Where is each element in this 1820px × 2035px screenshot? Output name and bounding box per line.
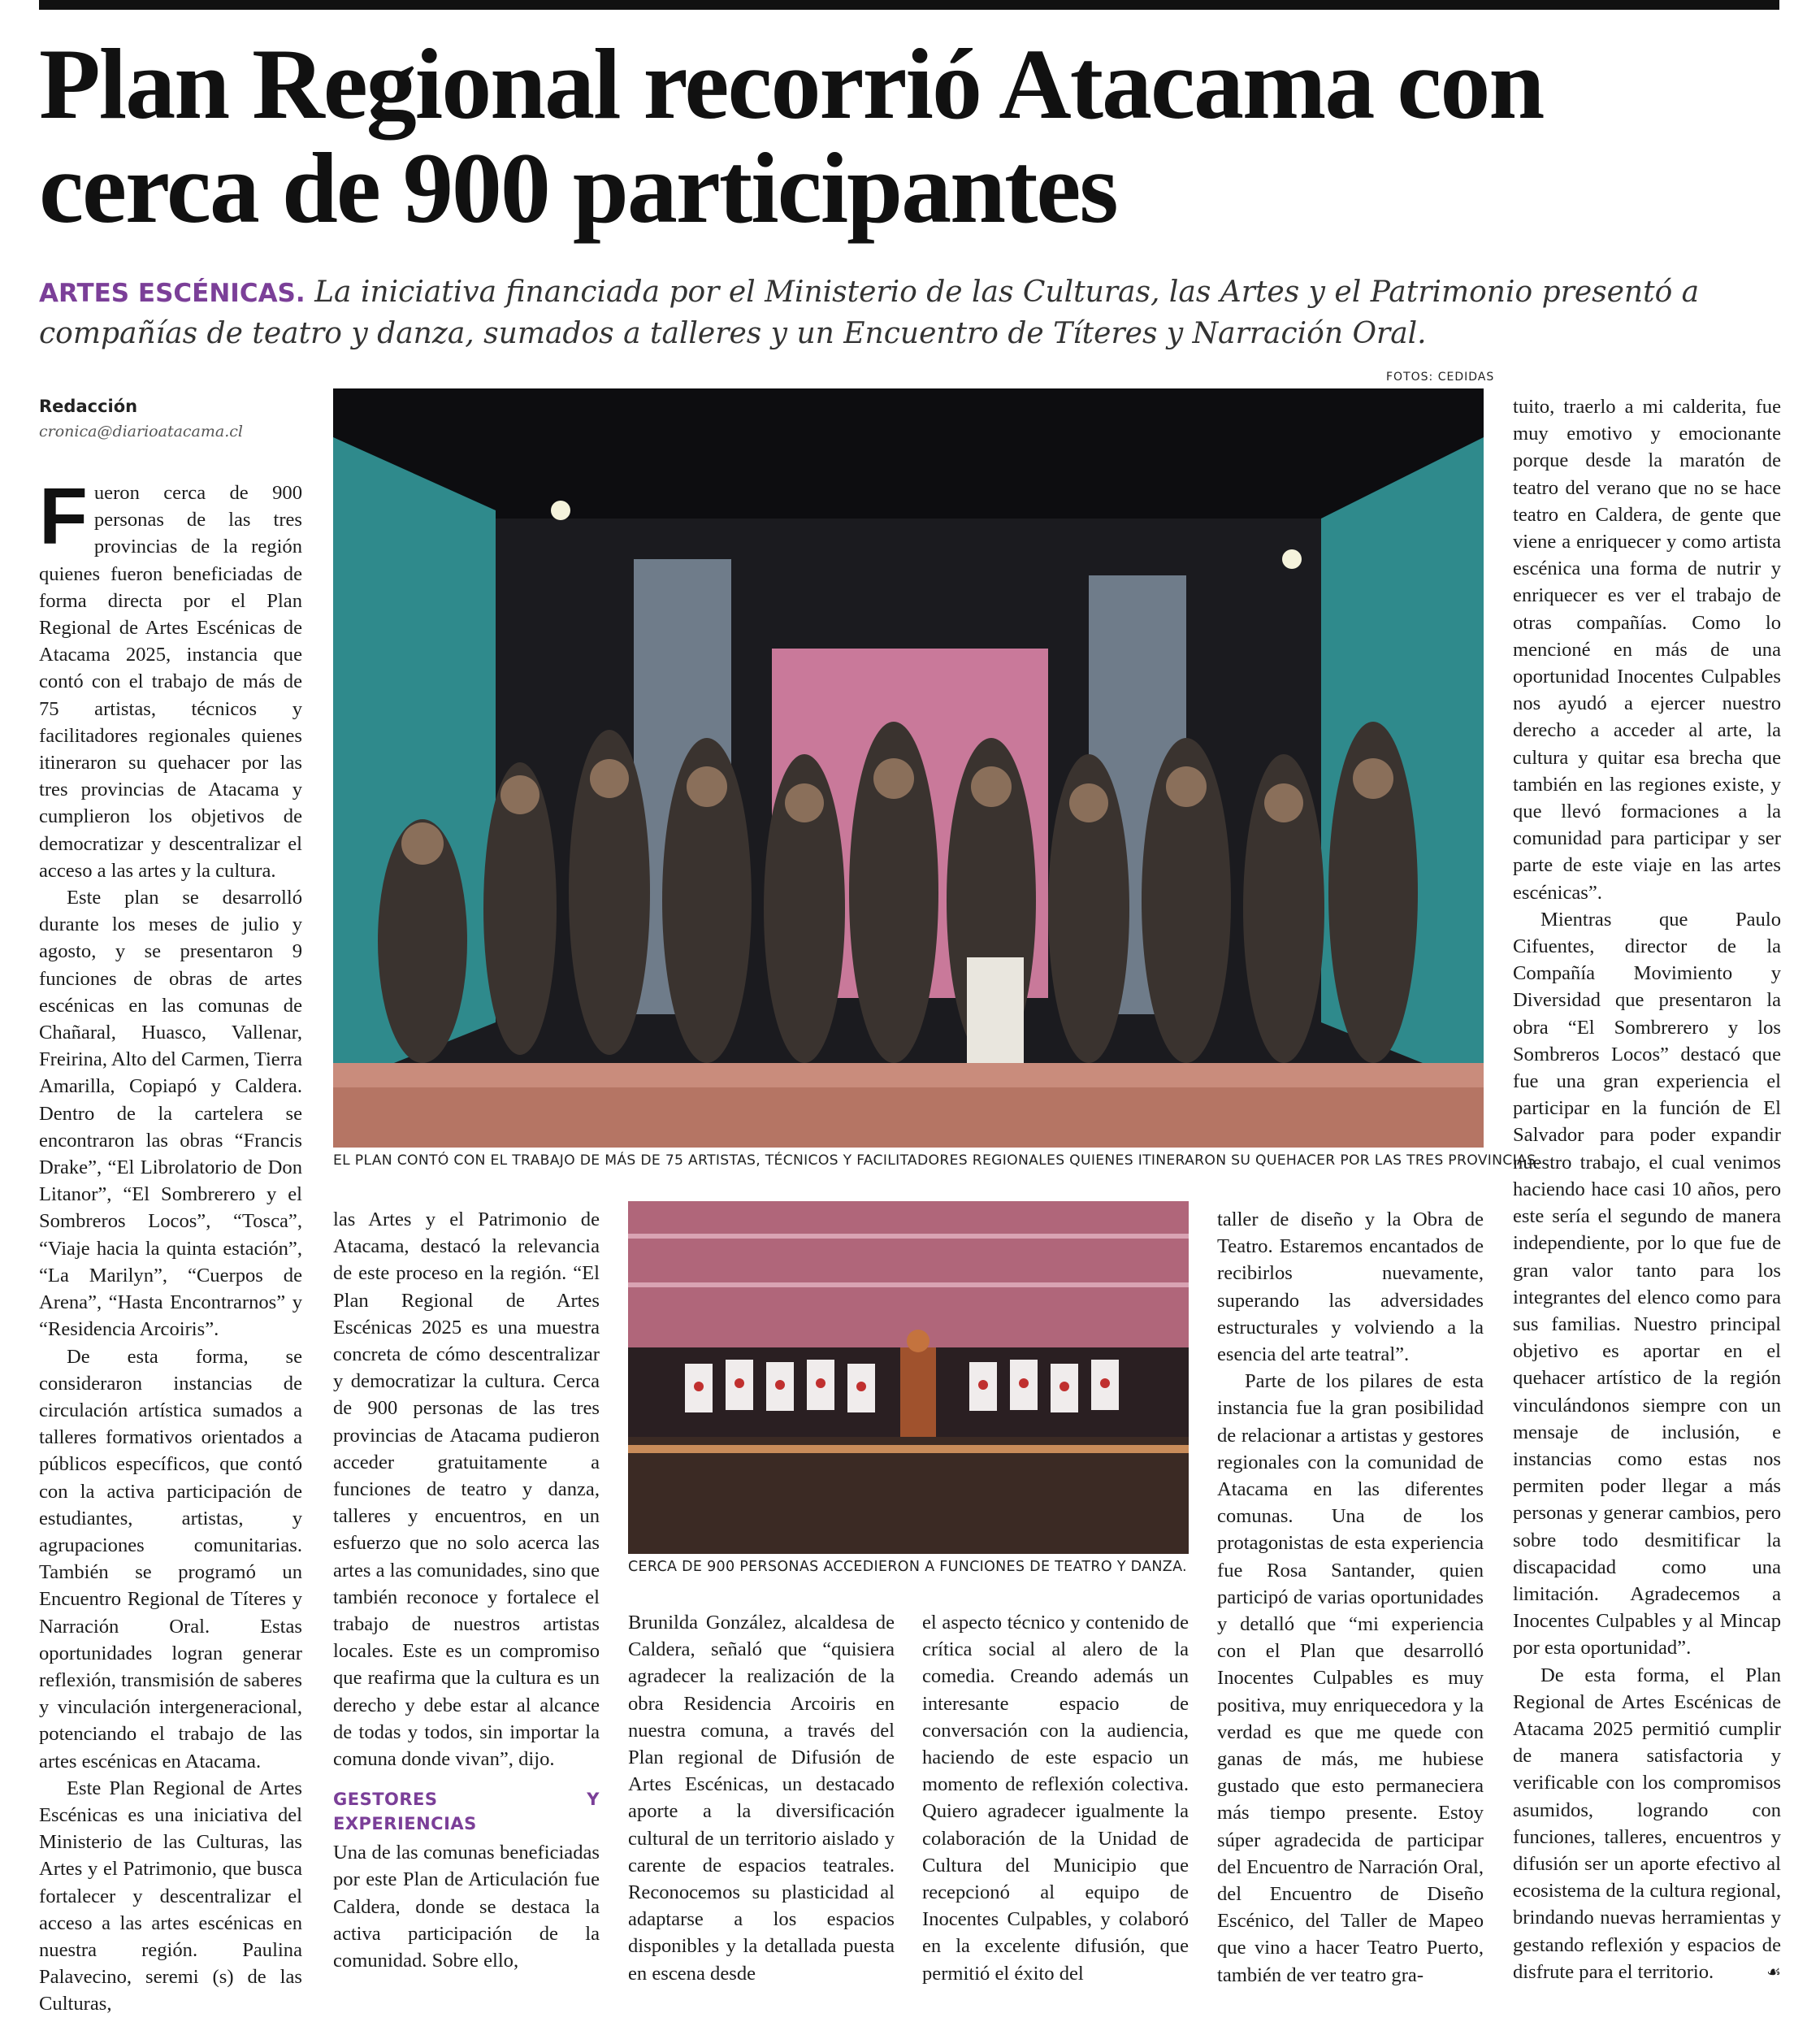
deck-text: La iniciativa financiada por el Ministerio de las Culturas, las Artes y el Patrimonio presentó a compañías de teatro y danza, sumados a talleres y un Encuentro de Títeres y Narración Oral.: [39, 276, 1700, 350]
body-paragraph: tuito, traerlo a mi calderita, fue muy emotivo y emocionante porque desde la maratón de teatro del verano que no se hace teatro en Caldera, de gente que viene a enriquecer y como artista escénica una forma de nutrir y enriquecer es ver el trabajo de otras compañías. Como lo mencioné en más de una oportunidad Inocentes Culpables nos ayudó a ejercer nuestro derecho a acceder al arte, la cultura y quitar esa brecha que también en las regiones existe, y que llevó formaciones a la comunidad para participar y ser parte de este viaje en las artes escénicas”.: [1513, 396, 1781, 904]
byline-name: Redacción: [39, 397, 138, 416]
byline: [39, 397, 307, 440]
byline-email: cronica@diarioatacama.cl: [39, 423, 243, 440]
second-photo-caption: CERCA DE 900 PERSONAS ACCEDIERON A FUNCIONES DE TEATRO Y DANZA.: [628, 1559, 1187, 1575]
body-paragraph: [1513, 1662, 1781, 1985]
body-paragraph: Este plan se desarrolló durante los meses de julio y agosto, y se presentaron 9 funciones de obras de artes escénicas en las comunas de Chañaral, Huasco, Vallenar, Freirina, Alto del Carmen, Tierra Amarilla, Copiapó y Caldera. Dentro de la cartelera se encontraron las obras “Francis Drake”, “El Librolatorio de Don Litanor”, “El Sombrerero y el Sombreros Locos”, “Tosca”, “Viaje hacia la quinta estación”, “La Marilyn”, “Cuerpos de Arena”, “Hasta Encontrarnos” y “Residencia Arcoiris”.: [39, 887, 302, 1341]
photo-credit: FOTOS: CEDIDAS: [1386, 371, 1495, 384]
body-paragraph: Brunilda González, alcaldesa de Caldera, señaló que “quisiera agradecer la realización de la obra Residencia Arcoiris en nuestra comuna, a través del Plan regional de Difusión de Artes Escénicas, un destacado aporte a la diversificación cultural de un territorio aislado y carente de espacios teatrales. Reconocemos su plasticidad al adaptarse a los espacios disponibles y la detallada puesta en escena desde: [628, 1612, 895, 1985]
body-column-6: [1513, 393, 1781, 1985]
body-paragraph: De esta forma, se consideraron instancias de circulación artística sumados a talleres formativos orientados a públicos específicos, que contó con la activa participación de estudiantes, artistas, y agrupaciones comunitarias. También se programó un Encuentro Regional de Títeres y Narración Oral. Estas oportunidades logran generar reflexión, transmisión de saberes y vinculación intergeneracional, potenciando el trabajo de las artes escénicas en Atacama.: [39, 1345, 302, 1772]
body-paragraph: Una de las comunas beneficiadas por este Plan de Articulación fue Caldera, donde se destaca la activa participación de la comunidad. Sobre ello,: [333, 1842, 600, 1972]
body-column-3: [628, 1609, 895, 1987]
paragraph-text: ueron cerca de 900 personas de las tres provincias de la región quienes fueron beneficiadas de forma directa por el Plan Regional de Artes Escénicas de Atacama 2025, instancia que contó con el trabajo de más de 75 artistas, técnicos y facilitadores regionales quienes itineraron su quehacer por las tres provincias de Atacama y cumplieron los objetivos de democratizar y descentralizar el acceso a las artes y la cultura.: [39, 482, 302, 882]
end-ornament-icon: ☙: [1766, 1961, 1781, 1981]
body-column-1: [39, 471, 302, 2018]
headline-line-1: Plan Regional recorrió Atacama con: [39, 28, 1544, 140]
body-column-5: [1217, 1206, 1484, 1989]
section-subhead: GESTORES Y EXPERIENCIAS: [333, 1790, 600, 1834]
dance-performance-image: [628, 1201, 1189, 1554]
main-photo: [333, 388, 1484, 1148]
body-paragraph: Mientras que Paulo Cifuentes, director de la Compañía Movimiento y Diversidad que presentaron la obra “El Sombrerero y los Sombreros Locos” destacó que fue una gran experiencia el participar en la función de El Salvador para poder expandir nuestro trabajo, el cual venimos haciendo hace casi 10 años, pero este sería el segundo de manera independiente, por lo que fue de gran valor tanto para los integrantes del elenco como para sus familias. Nuestro principal objetivo es aportar en el quehacer artístico de la región vinculándonos siempre con un mensaje de inclusión, e instancias como estas nos permiten poder llegar a más personas y generar cambios, pero sobre todo desmitificar la discapacidad como una limitación. Agradecemos a Inocentes Culpables y al Mincap por esta oportunidad”.: [1513, 908, 1781, 1660]
drop-cap: F: [39, 471, 88, 561]
headline: [39, 28, 1786, 244]
deck-kicker: ARTES ESCÉNICAS.: [39, 279, 306, 308]
main-photo-caption: EL PLAN CONTÓ CON EL TRABAJO DE MÁS DE 75 ARTISTAS, TÉCNICOS Y FACILITADORES REGIONALES QUIENES ITINERARON SU QUEHACER POR LAS TRES PROVINCIAS.: [333, 1152, 1541, 1169]
headline-line-2: cerca de 900 participantes: [39, 132, 1117, 244]
stage-group-photo-image: [333, 388, 1484, 1148]
body-paragraph: [39, 471, 302, 884]
body-paragraph: Este Plan Regional de Artes Escénicas es una iniciativa del Ministerio de las Culturas, las Artes y el Patrimonio, que busca fortalecer y descentralizar el acceso a las artes escénicas en nuestra región. Paulina Palavecino, seremi (s) de las Culturas,: [39, 1777, 302, 2015]
paragraph-text: De esta forma, el Plan Regional de Artes Escénicas de Atacama 2025 permitió cumplir de manera satisfactoria y verificable con los compromisos asumidos, logrando con funciones, talleres, encuentros y difusión ser un aporte efectivo al ecosistema de la cultura regional, brindando nuevas herramientas y gestando reflexión y espacios de disfrute para el territorio.: [1513, 1664, 1781, 1983]
body-paragraph: taller de diseño y la Obra de Teatro. Estaremos encantados de recibirlos nuevamente, superando las adversidades estructurales y volviendo a la esencia del arte teatral”.: [1217, 1208, 1484, 1366]
body-paragraph: el aspecto técnico y contenido de crítica social al alero de la comedia. Creando además un interesante espacio de conversación con la audiencia, haciendo de este espacio un momento de reflexión colectiva. Quiero agradecer igualmente la colaboración de la Unidad de Cultura del Municipio que recepcionó al equipo de Inocentes Culpables, y colaboró en la excelente difusión, que permitió el éxito del: [922, 1612, 1189, 1985]
body-column-2: [333, 1206, 600, 1974]
body-column-4: [922, 1609, 1189, 1987]
body-paragraph: las Artes y el Patrimonio de Atacama, destacó la relevancia de este proceso en la región. “El Plan Regional de Artes Escénicas 2025 es una muestra concreta de cómo descentralizar y democratizar la cultura. Cerca de 900 personas de las tres provincias de Atacama pudieron acceder gratuitamente a funciones de teatro y danza, talleres y encuentros, en un esfuerzo que no solo acerca las artes a las comunidades, sino que también reconoce y fortalece el trabajo de nuestros artistas locales. Este es un compromiso que reafirma que la cultura es un derecho y debe estar al alcance de todas y todos, sin importar la comuna donde vivan”, dijo.: [333, 1208, 600, 1771]
body-paragraph: Parte de los pilares de esta instancia fue la gran posibilidad de relacionar a artistas y gestores regionales con la comunidad de Atacama en las diferentes comunas. Una de los protagonistas de esta experiencia fue Rosa Santander, quien participó de varias oportunidades y detalló que “mi experiencia con el Plan que desarrolló Inocentes Culpables es muy positiva, muy enriquecedora y la verdad es que me quede con ganas de más, me hubiese gustado que esto permaneciera más tiempo presente. Estoy súper agradecida de participar del Encuentro de Narración Oral, del Encuentro de Diseño Escénico, del Taller de Mapeo que vino a hacer Teatro Puerto, también de ver teatro gra-: [1217, 1370, 1484, 1986]
top-rule: [39, 0, 1779, 10]
second-photo: [628, 1201, 1189, 1554]
deck: [39, 272, 1786, 354]
